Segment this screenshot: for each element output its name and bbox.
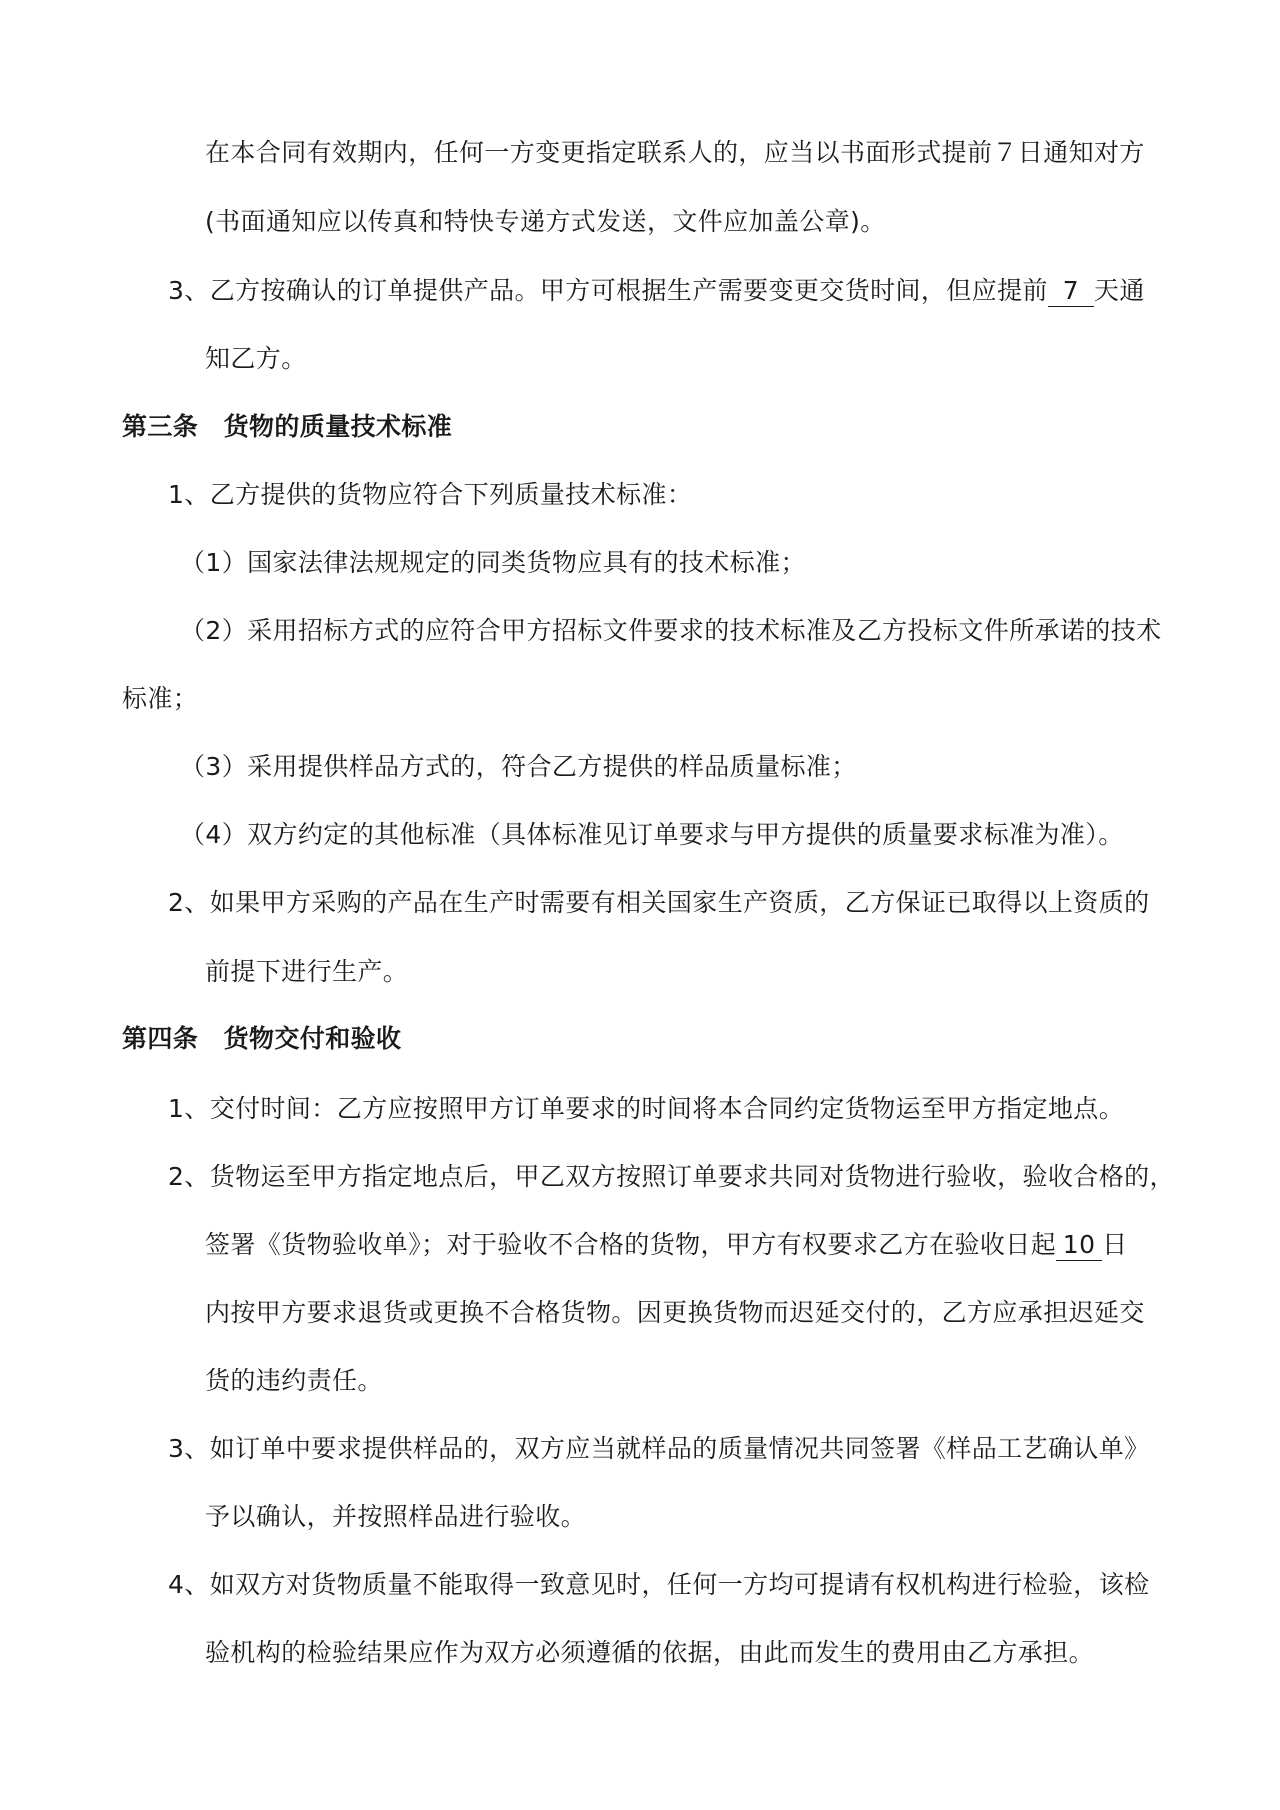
line-text: 1、交付时间：乙方应按照甲方订单要求的时间将本合同约定货物运至甲方指定地点。 [168, 1094, 1125, 1123]
paragraph-line [205, 205, 886, 239]
line-text: 天通 [1093, 276, 1145, 305]
clause-item [168, 274, 1145, 308]
notice-days-blank: 7 [1048, 276, 1094, 307]
line-text: （1）国家法律法规规定的同类货物应具有的技术标准； [180, 548, 806, 577]
line-text: 予以确认，并按照样品进行验收。 [205, 1502, 587, 1531]
line-text: 2、如果甲方采购的产品在生产时需要有相关国家生产资质，乙方保证已取得以上资质的 [168, 888, 1150, 917]
line-text: 3、如订单中要求提供样品的，双方应当就样品的质量情况共同签署《样品工艺确认单》 [168, 1434, 1150, 1463]
paragraph-line [205, 136, 1145, 170]
line-text: 在本合同有效期内，任何一方变更指定联系人的，应当以书面形式提前７日通知对方 [205, 138, 1145, 167]
paragraph-line [205, 1228, 1128, 1262]
line-text: （4）双方约定的其他标准（具体标准见订单要求与甲方提供的质量要求标准为准）。 [180, 820, 1124, 849]
paragraph-line [205, 1296, 1145, 1330]
line-text: （3）采用提供样品方式的，符合乙方提供的样品质量标准； [180, 752, 857, 781]
line-text: 内按甲方要求退货或更换不合格货物。因更换货物而迟延交付的，乙方应承担迟延交 [205, 1298, 1145, 1327]
line-text: (书面通知应以传真和特快专递方式发送，文件应加盖公章)。 [205, 207, 886, 236]
line-text: 前提下进行生产。 [205, 957, 409, 986]
line-text: 知乙方。 [205, 344, 307, 373]
clause-item [168, 1092, 1124, 1126]
paragraph-line [205, 1500, 586, 1534]
line-text: 日 [1102, 1230, 1128, 1259]
sub-clause-item [180, 546, 806, 580]
line-text: 货的违约责任。 [205, 1366, 383, 1395]
line-text: （2）采用招标方式的应符合甲方招标文件要求的技术标准及乙方投标文件所承诺的技术 [180, 616, 1162, 645]
clause-item [168, 1160, 1175, 1194]
paragraph-line [205, 1364, 383, 1398]
sub-clause-item [180, 750, 857, 784]
line-text: 验机构的检验结果应作为双方必须遵循的依据，由此而发生的费用由乙方承担。 [205, 1638, 1095, 1667]
line-text: 3、乙方按确认的订单提供产品。甲方可根据生产需要变更交货时间，但应提前 [168, 276, 1048, 305]
clause-item [168, 478, 692, 512]
line-text: 标准； [122, 684, 199, 713]
line-text: 4、如双方对货物质量不能取得一致意见时，任何一方均可提请有权机构进行检验，该检 [168, 1570, 1150, 1599]
clause-item [168, 1568, 1150, 1602]
heading-text: 第四条 货物交付和验收 [122, 1024, 402, 1053]
paragraph-line [205, 1636, 1094, 1670]
paragraph-line [122, 682, 198, 716]
clause-item [168, 1432, 1150, 1466]
sub-clause-item [180, 614, 1162, 648]
paragraph-line [205, 955, 408, 989]
heading-text: 第三条 货物的质量技术标准 [122, 412, 453, 441]
inspection-days-blank: 10 [1056, 1230, 1102, 1261]
section-heading [122, 410, 452, 444]
line-text: 1、乙方提供的货物应符合下列质量技术标准： [168, 480, 693, 509]
clause-item [168, 886, 1150, 920]
paragraph-line [205, 342, 307, 376]
line-text: 2、货物运至甲方指定地点后，甲乙双方按照订单要求共同对货物进行验收，验收合格的， [168, 1162, 1175, 1191]
sub-clause-item [180, 818, 1124, 852]
section-heading [122, 1022, 401, 1056]
line-text: 签署《货物验收单》；对于验收不合格的货物，甲方有权要求乙方在验收日起 [205, 1230, 1057, 1259]
